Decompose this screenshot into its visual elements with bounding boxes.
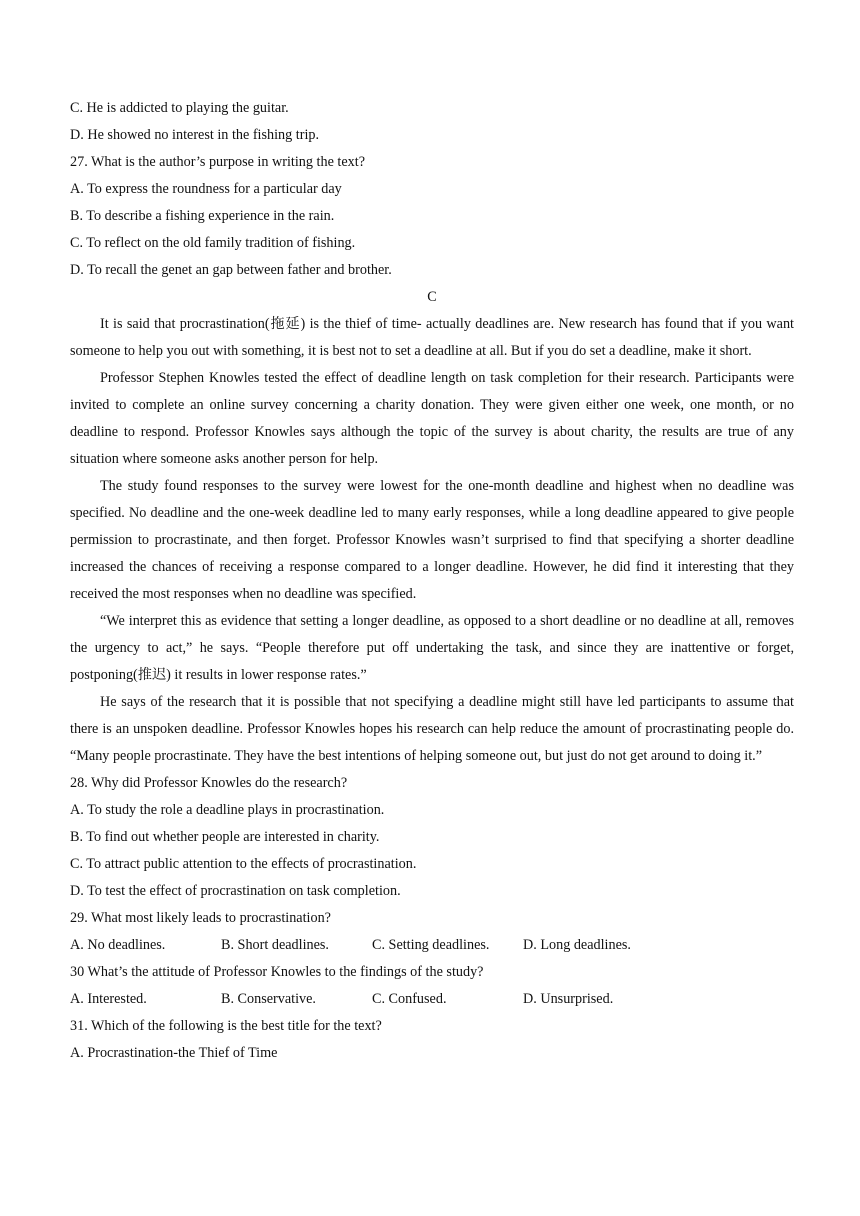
question-31: 31. Which of the following is the best title for the text? <box>70 1018 382 1034</box>
question-27: 27. What is the author’s purpose in writing the text? <box>70 154 365 170</box>
option-29-c: C. Setting deadlines. <box>372 937 490 953</box>
passage-paragraph-4: “We interpret this as evidence that setting a longer deadline, as opposed to a short deadline or no deadline at all, removes the urgency to act,” he says. “People therefore put off undertaking the task, and since they are inattentive or forget, postponing(推迟) it results in lower response rates.” <box>70 613 794 683</box>
option-26-d: D. He showed no interest in the fishing trip. <box>70 127 320 143</box>
option-27-b: B. To describe a fishing experience in the rain. <box>70 208 335 224</box>
section-heading: C <box>427 289 437 305</box>
option-28-c: C. To attract public attention to the effects of procrastination. <box>70 856 417 872</box>
question-29: 29. What most likely leads to procrastination? <box>70 910 331 926</box>
passage-paragraph-1: It is said that procrastination(拖延) is the thief of time- actually deadlines are. New research has found that if you want someone to help you out with something, it is best not to set a deadline at all. But if you do set a deadline, make it short. <box>70 316 794 359</box>
option-26-c: C. He is addicted to playing the guitar. <box>70 100 289 116</box>
passage-paragraph-3: The study found responses to the survey were lowest for the one-month deadline and highest when no deadline was specified. No deadline and the one-week deadline led to many early responses, while a long deadline appeared to give people permission to procrastinate, and then forget. Professor Knowles wasn’t surprised to find that specifying a shorter deadline increased the chances of receiving a response compared to a longer deadline. However, he did find it interesting that they received the most responses when no deadline was specified. <box>70 478 794 602</box>
document-page <box>70 95 794 1067</box>
question-28: 28. Why did Professor Knowles do the research? <box>70 775 348 791</box>
option-28-d: D. To test the effect of procrastination on task completion. <box>70 883 401 899</box>
question-30: 30 What’s the attitude of Professor Knowles to the findings of the study? <box>70 964 484 980</box>
option-27-d: D. To recall the genet an gap between father and brother. <box>70 262 392 278</box>
option-28-b: B. To find out whether people are interested in charity. <box>70 829 380 845</box>
option-30-b: B. Conservative. <box>221 991 316 1007</box>
option-29-b: B. Short deadlines. <box>221 937 329 953</box>
option-29-a: A. No deadlines. <box>70 937 166 953</box>
option-27-c: C. To reflect on the old family tradition of fishing. <box>70 235 356 251</box>
options-30 <box>70 986 794 1013</box>
option-30-a: A. Interested. <box>70 991 147 1007</box>
options-29 <box>70 932 794 959</box>
passage-paragraph-5: He says of the research that it is possible that not specifying a deadline might still have led participants to assume that there is an unspoken deadline. Professor Knowles hopes his research can help reduce the amount of procrastinating people do. “Many people procrastinate. They have the best intentions of helping someone out, but just do not get around to doing it.” <box>70 694 794 764</box>
option-29-d: D. Long deadlines. <box>523 937 631 953</box>
option-27-a: A. To express the roundness for a particular day <box>70 181 342 197</box>
option-31-a: A. Procrastination-the Thief of Time <box>70 1045 278 1061</box>
option-28-a: A. To study the role a deadline plays in procrastination. <box>70 802 385 818</box>
option-30-c: C. Confused. <box>372 991 447 1007</box>
option-30-d: D. Unsurprised. <box>523 991 614 1007</box>
passage-paragraph-2: Professor Stephen Knowles tested the effect of deadline length on task completion for their research. Participants were invited to complete an online survey concerning a charity donation. They were given either one week, one month, or no deadline to respond. Professor Knowles says although the topic of the survey is about charity, the results are true of any situation where someone asks another person for help. <box>70 370 794 467</box>
